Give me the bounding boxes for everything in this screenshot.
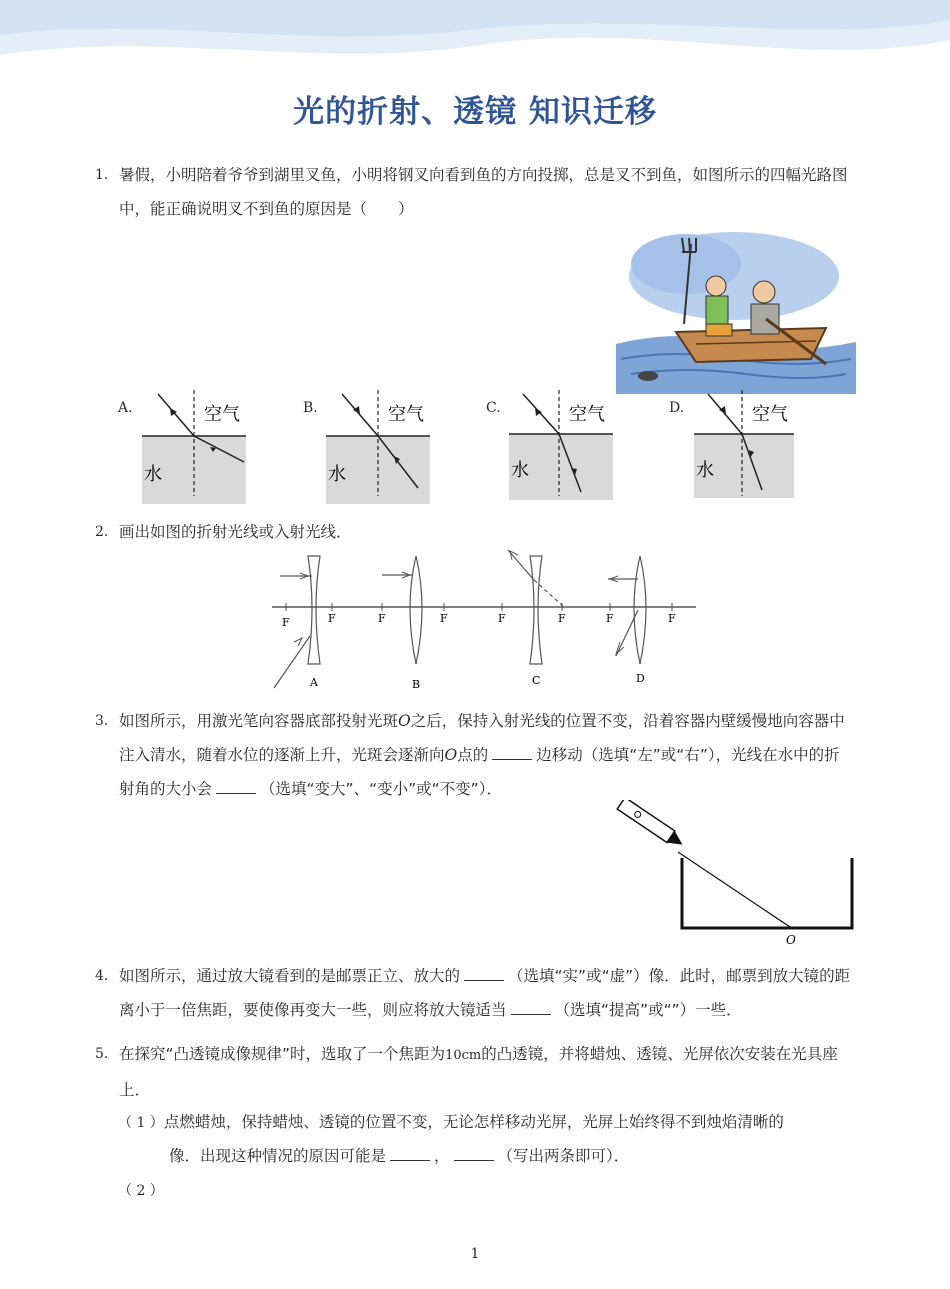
air-label: 空气 xyxy=(388,404,424,425)
question-2 xyxy=(95,515,855,549)
option-a-label: A. xyxy=(118,400,133,416)
answer-blank[interactable] xyxy=(511,997,551,1015)
water-label: 水 xyxy=(696,460,714,481)
focus-label: F xyxy=(328,612,336,625)
lens-label-c: C xyxy=(532,674,541,687)
question-5-sub-1-line-2: 像．出现这种情况的原因可能是 ， （写出两条即可）． xyxy=(169,1139,859,1173)
lens-label-d: D xyxy=(636,672,645,685)
air-label: 空气 xyxy=(204,404,240,425)
air-label: 空气 xyxy=(569,404,605,425)
question-1 xyxy=(95,158,855,226)
focus-label: F xyxy=(440,612,448,625)
question-number: 4. xyxy=(95,968,109,984)
focus-label: F xyxy=(606,612,614,625)
option-b-diagram xyxy=(324,388,434,506)
question-number: 5. xyxy=(95,1046,109,1062)
question-text: 暑假，小明陪着爷爷到湖里叉鱼，小明将钢叉向看到鱼的方向投掷，总是叉不到鱼，如图所示的四幅光路图中，能正确说明叉不到鱼的原因是（ ） xyxy=(119,166,848,218)
focus-label: F xyxy=(378,612,386,625)
question-number: 1. xyxy=(95,167,109,183)
water-label: 水 xyxy=(511,460,529,481)
header-wave-decoration xyxy=(0,0,950,70)
question-3 xyxy=(95,704,855,806)
question-number: 3. xyxy=(95,713,109,729)
lens-label-a: A xyxy=(310,676,318,689)
water-label: 水 xyxy=(328,464,346,485)
question-text: 画出如图的折射光线或入射光线． xyxy=(119,523,352,541)
option-c-diagram xyxy=(507,388,617,506)
page-title: 光的折射、透镜 知识迁移 xyxy=(293,94,657,130)
option-b-label: B. xyxy=(303,400,318,416)
page-number: 1 xyxy=(470,1246,480,1262)
question-text: 如图所示，通过放大镜看到的是邮票正立、放大的 （选填“实”或“虚”）像．此时，邮票到放大镜的距离小于一倍焦距，要使像再变大一些，则应将放大镜适当 （选填“提高”或“”）一些． xyxy=(119,959,855,1027)
answer-blank[interactable] xyxy=(492,742,532,760)
answer-blank[interactable] xyxy=(216,776,256,794)
answer-blank[interactable] xyxy=(454,1143,494,1161)
focus-label: F xyxy=(498,612,506,625)
air-label: 空气 xyxy=(752,404,788,425)
question-5 xyxy=(95,1037,855,1107)
question-number: 2. xyxy=(95,524,109,540)
laser-container-diagram xyxy=(606,800,858,950)
lens-ray-diagrams xyxy=(268,548,700,693)
point-o: O xyxy=(398,712,411,730)
lens-label-b: B xyxy=(412,678,421,691)
option-d-label: D. xyxy=(669,400,685,416)
focus-label: F xyxy=(668,612,676,625)
point-o: O xyxy=(444,746,458,764)
option-a-diagram xyxy=(140,388,250,506)
answer-blank[interactable] xyxy=(464,963,504,981)
boat-fishing-illustration xyxy=(616,224,856,394)
water-label: 水 xyxy=(144,464,162,485)
focus-label: F xyxy=(282,616,290,629)
option-d-diagram xyxy=(692,388,802,506)
point-o-label: O xyxy=(786,933,796,947)
question-text: 在探究“凸透镜成像规律”时，选取了一个焦距为10cm的凸透镜，并将蜡烛、透镜、光屏依次安装在光具座上． xyxy=(119,1045,838,1099)
option-c-label: C. xyxy=(486,400,501,416)
question-4 xyxy=(95,959,855,1027)
answer-blank[interactable] xyxy=(390,1143,430,1161)
question-text: 如图所示，用激光笔向容器底部投射光斑O之后，保持入射光线的位置不变，沿着容器内壁缓慢地向容器中注入清水，随着水位的逐渐上升，光斑会逐渐向O点的 边移动（选填“左”或“右”），光线在水中的折射角的大小会 （选填“变大”、“变小”或“不变”）． xyxy=(119,712,845,798)
question-5-sub-1: （ 1 ）点燃蜡烛，保持蜡烛、透镜的位置不变，无论怎样移动光屏，光屏上始终得不到烛焰清晰的 xyxy=(118,1113,784,1131)
question-5-sub-2: （ 2 ） xyxy=(118,1183,164,1199)
focus-label: F xyxy=(558,612,566,625)
